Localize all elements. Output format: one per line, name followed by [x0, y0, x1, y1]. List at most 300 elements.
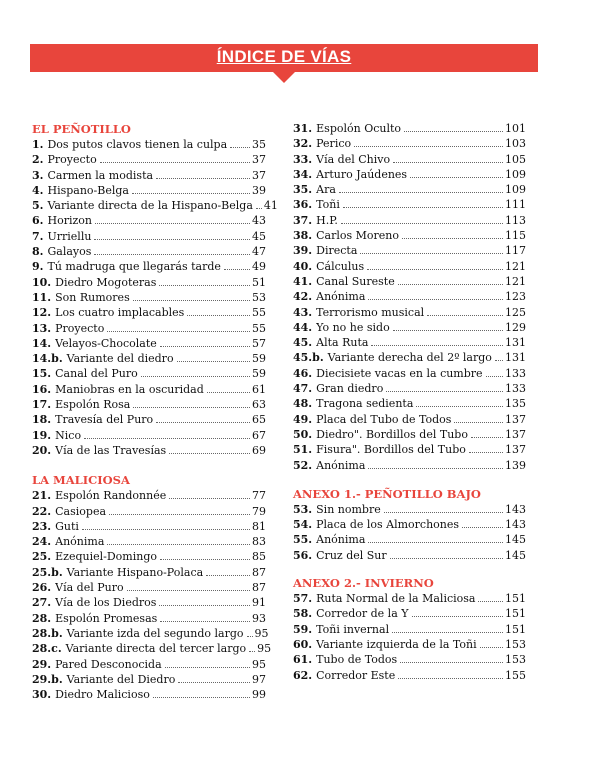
toc-entry	[293, 366, 526, 381]
toc-list	[32, 488, 272, 702]
toc-entry-title: Travesía del Puro	[55, 413, 154, 427]
dot-leader	[398, 678, 503, 679]
toc-entry-number: 13.	[32, 321, 52, 335]
toc-entry-title: Nico	[55, 428, 82, 442]
toc-entry-page: 117	[505, 244, 526, 258]
dot-leader	[107, 331, 250, 332]
toc-entry-title: Espolón Promesas	[55, 611, 158, 625]
toc-entry-title: Tú madruga que llegarás tarde	[47, 260, 221, 274]
toc-entry-title: Canal del Puro	[55, 367, 138, 381]
toc-entry-number: 16.	[32, 382, 52, 396]
toc-entry-title: Corredor Este	[316, 668, 396, 682]
dot-leader	[156, 422, 250, 423]
toc-entry	[32, 275, 266, 290]
toc-entry-page: 55	[252, 306, 266, 320]
toc-entry-title: Anónima	[316, 290, 366, 304]
toc-entry	[32, 351, 266, 366]
toc-entry-title: Variante izda del segundo largo	[66, 626, 244, 640]
dot-leader	[107, 544, 250, 545]
toc-entry	[32, 519, 266, 534]
toc-entry-page: 57	[252, 336, 266, 350]
dot-leader	[94, 254, 250, 255]
toc-entry	[293, 396, 526, 411]
toc-entry-title: Perico	[316, 137, 352, 151]
toc-entry-title: Canal Sureste	[316, 274, 395, 288]
toc-entry-title: Terrorismo musical	[316, 305, 425, 319]
toc-entry-page: 35	[252, 138, 266, 151]
banner-pointer	[272, 71, 296, 83]
toc-entry-title: Placa del Tubo de Todos	[316, 412, 452, 426]
toc-entry-title: Ruta Normal de la Maliciosa	[316, 592, 476, 606]
toc-list	[32, 137, 278, 458]
toc-entry-number: 28.c.	[32, 642, 62, 656]
toc-entry-page: 59	[252, 352, 266, 366]
dot-leader	[159, 285, 250, 286]
toc-entry	[32, 305, 266, 320]
toc-entry	[32, 412, 266, 427]
toc-entry-page: 39	[252, 183, 266, 197]
toc-entry-number: 55.	[293, 533, 313, 547]
toc-entry-number: 10.	[32, 275, 52, 289]
toc-entry-number: 52.	[293, 458, 313, 472]
toc-entry	[293, 532, 526, 547]
dot-leader	[207, 392, 250, 393]
toc-entry-title: Son Rumores	[55, 290, 130, 304]
dot-leader	[469, 452, 503, 453]
dot-leader	[412, 616, 503, 617]
toc-entry-number: 14.	[32, 336, 52, 350]
dot-leader	[393, 330, 503, 331]
dot-leader	[165, 667, 250, 668]
toc-entry-page: 99	[252, 688, 266, 702]
toc-entry-page: 115	[505, 229, 526, 243]
toc-entry-number: 7.	[32, 229, 44, 243]
toc-entry	[32, 382, 266, 397]
toc-entry-number: 2.	[32, 153, 44, 167]
header-banner	[30, 44, 538, 72]
toc-entry-title: Arturo Jaúdenes	[316, 167, 408, 181]
toc-entry-page: 125	[505, 305, 526, 319]
toc-entry-title: Carlos Moreno	[316, 229, 400, 243]
toc-entry-page: 151	[505, 607, 526, 621]
dot-leader	[367, 269, 503, 270]
dot-leader	[160, 559, 250, 560]
toc-entry	[293, 121, 526, 136]
dot-leader	[178, 682, 250, 683]
dot-leader	[109, 514, 250, 515]
toc-entry-page: 153	[505, 637, 526, 651]
toc-entry-title: Gran diedro	[316, 382, 384, 396]
toc-entry-number: 32.	[293, 137, 313, 151]
toc-entry-number: 41.	[293, 274, 313, 288]
toc-entry	[32, 672, 266, 687]
toc-entry	[32, 152, 266, 167]
toc-entry-number: 24.	[32, 535, 52, 549]
toc-entry-title: Casiopea	[55, 504, 107, 518]
toc-entry-page: 143	[505, 518, 526, 532]
toc-entry-number: 45.	[293, 336, 313, 350]
toc-entry-title: Directa	[316, 244, 358, 258]
toc-entry	[293, 274, 526, 289]
toc-entry-number: 33.	[293, 152, 313, 166]
toc-entry	[32, 595, 266, 610]
toc-entry-page: 43	[252, 214, 266, 228]
toc-entry-title: Vía del Puro	[55, 581, 124, 595]
toc-entry-title: Corredor de la Y	[316, 607, 409, 621]
dot-leader	[256, 208, 262, 209]
toc-entry-title: Placa de los Almorchones	[316, 518, 460, 532]
toc-entry-page: 81	[252, 519, 266, 533]
dot-leader	[478, 601, 503, 602]
dot-leader	[339, 192, 503, 193]
dot-leader	[133, 407, 250, 408]
toc-entry-number: 22.	[32, 504, 52, 518]
dot-leader	[127, 590, 250, 591]
toc-entry	[32, 336, 266, 351]
toc-entry	[32, 229, 266, 244]
dot-leader	[416, 406, 503, 407]
toc-entry-number: 54.	[293, 518, 313, 532]
toc-entry	[32, 137, 266, 152]
toc-entry-title: Yo no he sido	[316, 320, 390, 334]
toc-entry-page: 113	[505, 213, 526, 227]
toc-entry-number: 47.	[293, 382, 313, 396]
dot-leader	[402, 238, 503, 239]
toc-entry-title: Vía del Chivo	[316, 152, 391, 166]
right-column	[293, 121, 526, 683]
toc-entry-number: 50.	[293, 427, 313, 441]
toc-entry-page: 121	[505, 274, 526, 288]
dot-leader	[360, 253, 503, 254]
toc-entry-page: 79	[252, 504, 266, 518]
dot-leader	[133, 300, 250, 301]
dot-leader	[206, 575, 250, 576]
toc-entry	[32, 244, 266, 259]
toc-entry-number: 25.b.	[32, 565, 63, 579]
dot-leader	[368, 468, 503, 469]
toc-entry-number: 19.	[32, 428, 52, 442]
toc-entry-page: 121	[505, 259, 526, 273]
toc-entry	[293, 381, 526, 396]
toc-entry	[293, 228, 526, 243]
toc-entry	[293, 502, 526, 517]
toc-entry-page: 95	[254, 626, 269, 640]
dot-leader	[177, 361, 250, 362]
toc-entry	[293, 668, 526, 683]
toc-entry-page: 93	[252, 611, 266, 625]
toc-entry	[32, 443, 266, 458]
dot-leader	[368, 542, 503, 543]
toc-entry-number: 25.	[32, 550, 52, 564]
dot-leader	[386, 391, 503, 392]
toc-entry-title: Tragona sedienta	[316, 397, 414, 411]
toc-entry-number: 39.	[293, 244, 313, 258]
toc-entry-number: 61.	[293, 653, 313, 667]
toc-entry-number: 17.	[32, 398, 52, 412]
toc-entry	[293, 152, 526, 167]
dot-leader	[390, 558, 503, 559]
toc-entry-title: Velayos-Chocolate	[55, 336, 157, 350]
toc-entry-number: 48.	[293, 397, 313, 411]
toc-entry-number: 27.	[32, 596, 52, 610]
left-column	[32, 121, 278, 702]
dot-leader	[153, 697, 250, 698]
toc-entry-title: Urriellu	[47, 229, 92, 243]
toc-entry-page: 59	[252, 367, 266, 381]
toc-entry-title: Variante del Diedro	[66, 672, 176, 686]
dot-leader	[247, 636, 253, 637]
section-title: LA MALICIOSA	[32, 473, 130, 488]
toc-entry-number: 23.	[32, 519, 52, 533]
toc-entry-page: 49	[252, 260, 266, 274]
toc-entry-page: 83	[252, 535, 266, 549]
toc-entry-number: 58.	[293, 607, 313, 621]
toc-entry	[32, 549, 266, 564]
toc-entry	[32, 428, 266, 443]
dot-leader	[400, 662, 503, 663]
toc-entry-number: 56.	[293, 548, 313, 562]
toc-entry	[293, 197, 526, 212]
dot-leader	[480, 647, 503, 648]
toc-entry-number: 34.	[293, 167, 313, 181]
toc-entry-page: 133	[505, 366, 526, 380]
toc-entry-number: 14.b.	[32, 352, 63, 366]
toc-entry-page: 133	[505, 382, 526, 396]
toc-entry-page: 145	[505, 533, 526, 547]
toc-entry-number: 30.	[32, 688, 52, 702]
section-title: ANEXO 2.- INVIERNO	[293, 576, 434, 591]
toc-entry-number: 60.	[293, 637, 313, 651]
toc-entry-number: 28.	[32, 611, 52, 625]
toc-entry-number: 31.	[293, 122, 313, 135]
toc-entry-title: Tubo de Todos	[316, 653, 398, 667]
toc-entry-title: Variante derecha del 2º largo	[327, 351, 492, 365]
toc-entry-title: Ara	[316, 183, 336, 197]
toc-entry	[32, 657, 266, 672]
toc-entry	[32, 259, 266, 274]
toc-entry-number: 62.	[293, 668, 313, 682]
toc-entry-page: 103	[505, 137, 526, 151]
toc-entry-page: 123	[505, 290, 526, 304]
dot-leader	[84, 438, 250, 439]
toc-entry-title: Anónima	[55, 535, 105, 549]
toc-entry-title: Espolón Oculto	[316, 122, 402, 135]
toc-entry-title: Variante directa de la Hispano-Belga	[47, 199, 253, 213]
dot-leader	[230, 147, 250, 148]
toc-entry-page: 151	[505, 592, 526, 606]
toc-entry-number: 1.	[32, 138, 44, 151]
toc-entry-number: 21.	[32, 489, 52, 503]
toc-entry-page: 65	[252, 413, 266, 427]
toc-entry-title: Toñi invernal	[316, 622, 390, 636]
toc-entry-page: 41	[263, 199, 278, 213]
dot-leader	[410, 177, 503, 178]
dot-leader	[495, 360, 503, 361]
toc-entry	[293, 167, 526, 182]
toc-entry	[32, 687, 266, 702]
toc-entry-number: 35.	[293, 183, 313, 197]
toc-entry	[293, 289, 526, 304]
toc-entry-page: 91	[252, 596, 266, 610]
toc-entry-number: 8.	[32, 245, 44, 259]
toc-entry-title: Anónima	[316, 458, 366, 472]
toc-entry	[32, 213, 266, 228]
toc-entry	[32, 580, 266, 595]
toc-entry-title: Proyecto	[47, 153, 97, 167]
toc-entry-page: 45	[252, 229, 266, 243]
toc-entry	[32, 198, 278, 213]
toc-entry-number: 29.	[32, 657, 52, 671]
toc-entry	[32, 641, 272, 656]
toc-entry-number: 57.	[293, 592, 313, 606]
toc-entry	[293, 517, 526, 532]
toc-entry-number: 59.	[293, 622, 313, 636]
dot-leader	[224, 269, 250, 270]
dot-leader	[187, 315, 250, 316]
toc-entry-number: 15.	[32, 367, 52, 381]
toc-entry-title: H.P.	[316, 213, 338, 227]
toc-entry	[32, 504, 266, 519]
toc-entry-number: 37.	[293, 213, 313, 227]
toc-entry-title: Horizon	[47, 214, 92, 228]
toc-entry-page: 85	[252, 550, 266, 564]
toc-entry	[293, 213, 526, 228]
dot-leader	[94, 239, 250, 240]
dot-leader	[169, 498, 250, 499]
section-title: ANEXO 1.- PEÑOTILLO BAJO	[293, 486, 481, 501]
dot-leader	[454, 422, 503, 423]
toc-entry-title: Diedro Mogoteras	[55, 275, 157, 289]
toc-entry-page: 97	[252, 672, 266, 686]
toc-entry-title: Pared Desconocida	[55, 657, 162, 671]
toc-entry-page: 95	[257, 642, 272, 656]
toc-entry-page: 145	[505, 548, 526, 562]
toc-entry-page: 87	[252, 565, 266, 579]
dot-leader	[249, 651, 255, 652]
toc-entry-number: 46.	[293, 366, 313, 380]
toc-entry	[32, 168, 266, 183]
toc-entry	[293, 652, 526, 667]
toc-entry-page: 37	[252, 168, 266, 182]
toc-list	[293, 502, 526, 563]
toc-entry	[293, 637, 526, 652]
toc-entry-page: 61	[252, 382, 266, 396]
dot-leader	[384, 512, 503, 513]
toc-entry	[32, 611, 266, 626]
dot-leader	[100, 162, 250, 163]
toc-entry-number: 20.	[32, 443, 52, 457]
toc-entry-page: 101	[505, 122, 526, 135]
toc-entry	[293, 442, 526, 457]
toc-entry-title: Cálculus	[316, 259, 365, 273]
toc-entry-page: 131	[505, 336, 526, 350]
toc-entry-title: Variante izquierda de la Toñi	[316, 637, 477, 651]
toc-entry-page: 129	[505, 320, 526, 334]
toc-entry-number: 51.	[293, 443, 313, 457]
toc-entry-page: 67	[252, 428, 266, 442]
toc-entry-title: Hispano-Belga	[47, 183, 129, 197]
toc-entry-number: 45.b.	[293, 351, 324, 365]
toc-entry-page: 139	[505, 458, 526, 472]
toc-entry-title: Ezequiel-Domingo	[55, 550, 158, 564]
dot-leader	[462, 527, 503, 528]
toc-entry-number: 12.	[32, 306, 52, 320]
toc-entry-page: 63	[252, 398, 266, 412]
dot-leader	[169, 453, 250, 454]
toc-entry	[293, 320, 526, 335]
toc-entry-title: Sin nombre	[316, 502, 381, 516]
dot-leader	[156, 178, 250, 179]
toc-entry-page: 109	[505, 183, 526, 197]
toc-entry-title: Toñi	[316, 198, 340, 212]
toc-entry-number: 28.b.	[32, 626, 63, 640]
toc-entry-number: 49.	[293, 412, 313, 426]
toc-entry-title: Dos putos clavos tienen la culpa	[47, 138, 228, 151]
toc-entry-number: 4.	[32, 183, 44, 197]
toc-entry-page: 95	[252, 657, 266, 671]
dot-leader	[82, 529, 250, 530]
toc-entry-page: 109	[505, 167, 526, 181]
toc-entry	[293, 305, 526, 320]
dot-leader	[141, 376, 250, 377]
toc-entry-page: 135	[505, 397, 526, 411]
dot-leader	[160, 621, 250, 622]
toc-entry	[293, 427, 526, 442]
dot-leader	[368, 299, 503, 300]
toc-entry-page: 69	[252, 443, 266, 457]
toc-entry-title: Cruz del Sur	[316, 548, 387, 562]
toc-entry-title: Diedro". Bordillos del Tubo	[316, 427, 468, 441]
toc-entry-page: 53	[252, 290, 266, 304]
toc-entry-title: Variante del diedro	[66, 352, 174, 366]
dot-leader	[160, 346, 250, 347]
dot-leader	[159, 605, 250, 606]
toc-entry-page: 105	[505, 152, 526, 166]
section-title: EL PEÑOTILLO	[32, 122, 131, 136]
toc-entry	[32, 321, 266, 336]
toc-entry-page: 111	[505, 198, 526, 212]
toc-entry	[293, 606, 526, 621]
toc-entry-title: Los cuatro implacables	[55, 306, 185, 320]
toc-entry	[293, 259, 526, 274]
toc-entry-title: Vía de las Travesías	[55, 443, 167, 457]
toc-entry-number: 29.b.	[32, 672, 63, 686]
dot-leader	[404, 131, 503, 132]
toc-entry-title: Vía de los Diedros	[55, 596, 157, 610]
toc-entry-page: 77	[252, 489, 266, 503]
toc-entry	[293, 622, 526, 637]
toc-entry-number: 42.	[293, 290, 313, 304]
toc-entry	[32, 290, 266, 305]
toc-entry-number: 9.	[32, 260, 44, 274]
toc-entry-page: 153	[505, 653, 526, 667]
toc-entry	[293, 548, 526, 563]
toc-entry	[293, 591, 526, 606]
toc-entry-title: Proyecto	[55, 321, 105, 335]
toc-entry-number: 36.	[293, 198, 313, 212]
toc-entry-page: 37	[252, 153, 266, 167]
dot-leader	[398, 284, 503, 285]
toc-entry-title: Fisura". Bordillos del Tubo	[316, 443, 466, 457]
toc-entry-title: Alta Ruta	[316, 336, 369, 350]
toc-entry	[293, 412, 526, 427]
dot-leader	[427, 315, 503, 316]
toc-entry-title: Diecisiete vacas en la cumbre	[316, 366, 483, 380]
dot-leader	[486, 376, 503, 377]
toc-entry-number: 53.	[293, 502, 313, 516]
toc-entry-title: Carmen la modista	[47, 168, 154, 182]
toc-entry-title: Anónima	[316, 533, 366, 547]
